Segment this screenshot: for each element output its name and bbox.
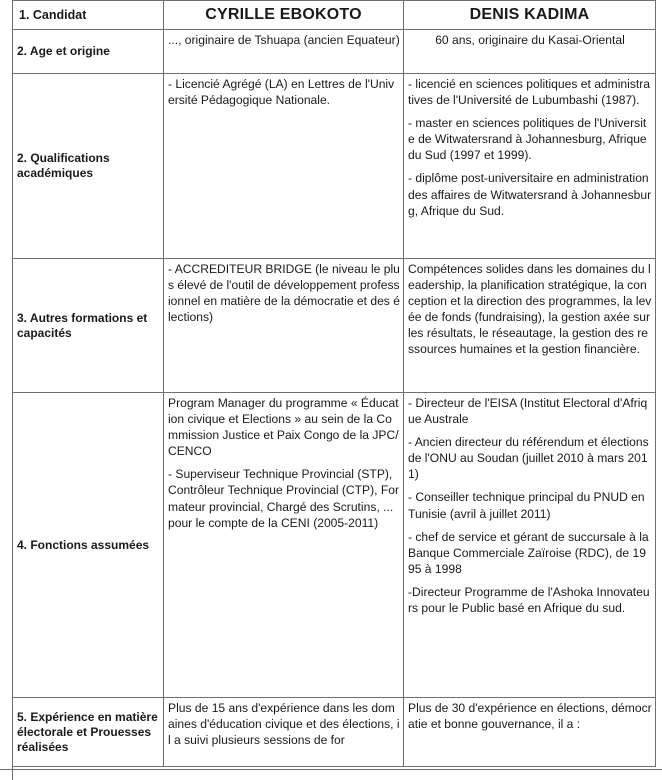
row-label: 2. Age et origine [13, 30, 164, 74]
row-label: 3. Autres formations et capacités [13, 259, 164, 393]
candidate2-qualifications: - licencié en sciences politiques et administratives de l'Université de Lubumbashi (1987). - master en sciences politiques de l'Universite de Witwatersrand à Johannesburg, Afrique du Sud (1997 et 1999). - diplôme post-universitaire en administration des affaires de Witwatersrand à Johannesburg, Afrique du Sud. [404, 74, 656, 259]
header-label: 1. Candidat [13, 1, 164, 30]
candidates-comparison-table [12, 0, 656, 767]
candidate1-experience: Plus de 15 ans d'expérience dans les domaines d'éducation civique et des élections, il a suivi plusieurs sessions de for [164, 698, 404, 767]
row-qualifications [13, 74, 656, 259]
row-label: 4. Fonctions assumées [13, 393, 164, 698]
candidate1-age-origin: ..., originaire de Tshuapa (ancien Equateur) [164, 30, 404, 74]
candidate1-name: CYRILLE EBOKOTO [164, 1, 404, 30]
row-age-origin [13, 30, 656, 74]
row-other-training [13, 259, 656, 393]
candidate1-qualifications: - Licencié Agrégé (LA) en Lettres de l'Université Pédagogique Nationale. [164, 74, 404, 259]
header-row [13, 1, 656, 30]
candidate2-age-origin: 60 ans, originaire du Kasai-Oriental [404, 30, 656, 74]
row-functions [13, 393, 656, 698]
row-label: 2. Qualifications académiques [13, 74, 164, 259]
row-label: 5. Expérience en matière électorale et Prouesses réalisées [13, 698, 164, 767]
row-experience [13, 698, 656, 767]
candidate2-functions: - Directeur de l'EISA (Institut Electoral d'Afrique Australe - Ancien directeur du référendum et élections de l'ONU au Soudan (juillet 2010 à mars 2011) - Conseiller technique principal du PNUD en Tunisie (avril à juillet 2011) - chef de service et gérant de succursale à la Banque Commerciale Zaïroise (RDC), de 1995 à 1998 -Directeur Programme de l'Ashoka Innovateurs pour le Public basé en Afrique du sud. [404, 393, 656, 698]
page-bottom-tick [12, 764, 13, 780]
candidate1-other-training: - ACCREDITEUR BRIDGE (le niveau le plus élevé de l'outil de développement professionnel en matière de la démocratie et des élections) [164, 259, 404, 393]
candidate2-experience: Plus de 30 d'expérience en élections, démocratie et bonne gouvernance, il a : [404, 698, 656, 767]
page-bottom-rule [0, 769, 662, 770]
candidate1-functions: Program Manager du programme « Éducation civique et Elections » au sein de la Commission Justice et Paix Congo de la JPC/CENCO - Superviseur Technique Provincial (STP), Contrôleur Technique Provincial (CTP), Formateur provincial, Chargé des Scrutins, ... pour le compte de la CENI (2005-2011) [164, 393, 404, 698]
candidate2-name: DENIS KADIMA [404, 1, 656, 30]
candidate2-other-training: Compétences solides dans les domaines du leadership, la planification stratégique, la conception et la direction des programmes, la levée de fonds (fundraising), la gestion axée sur les résultats, le réseautage, la gestion des ressources humaines et la gestion financière. [404, 259, 656, 393]
